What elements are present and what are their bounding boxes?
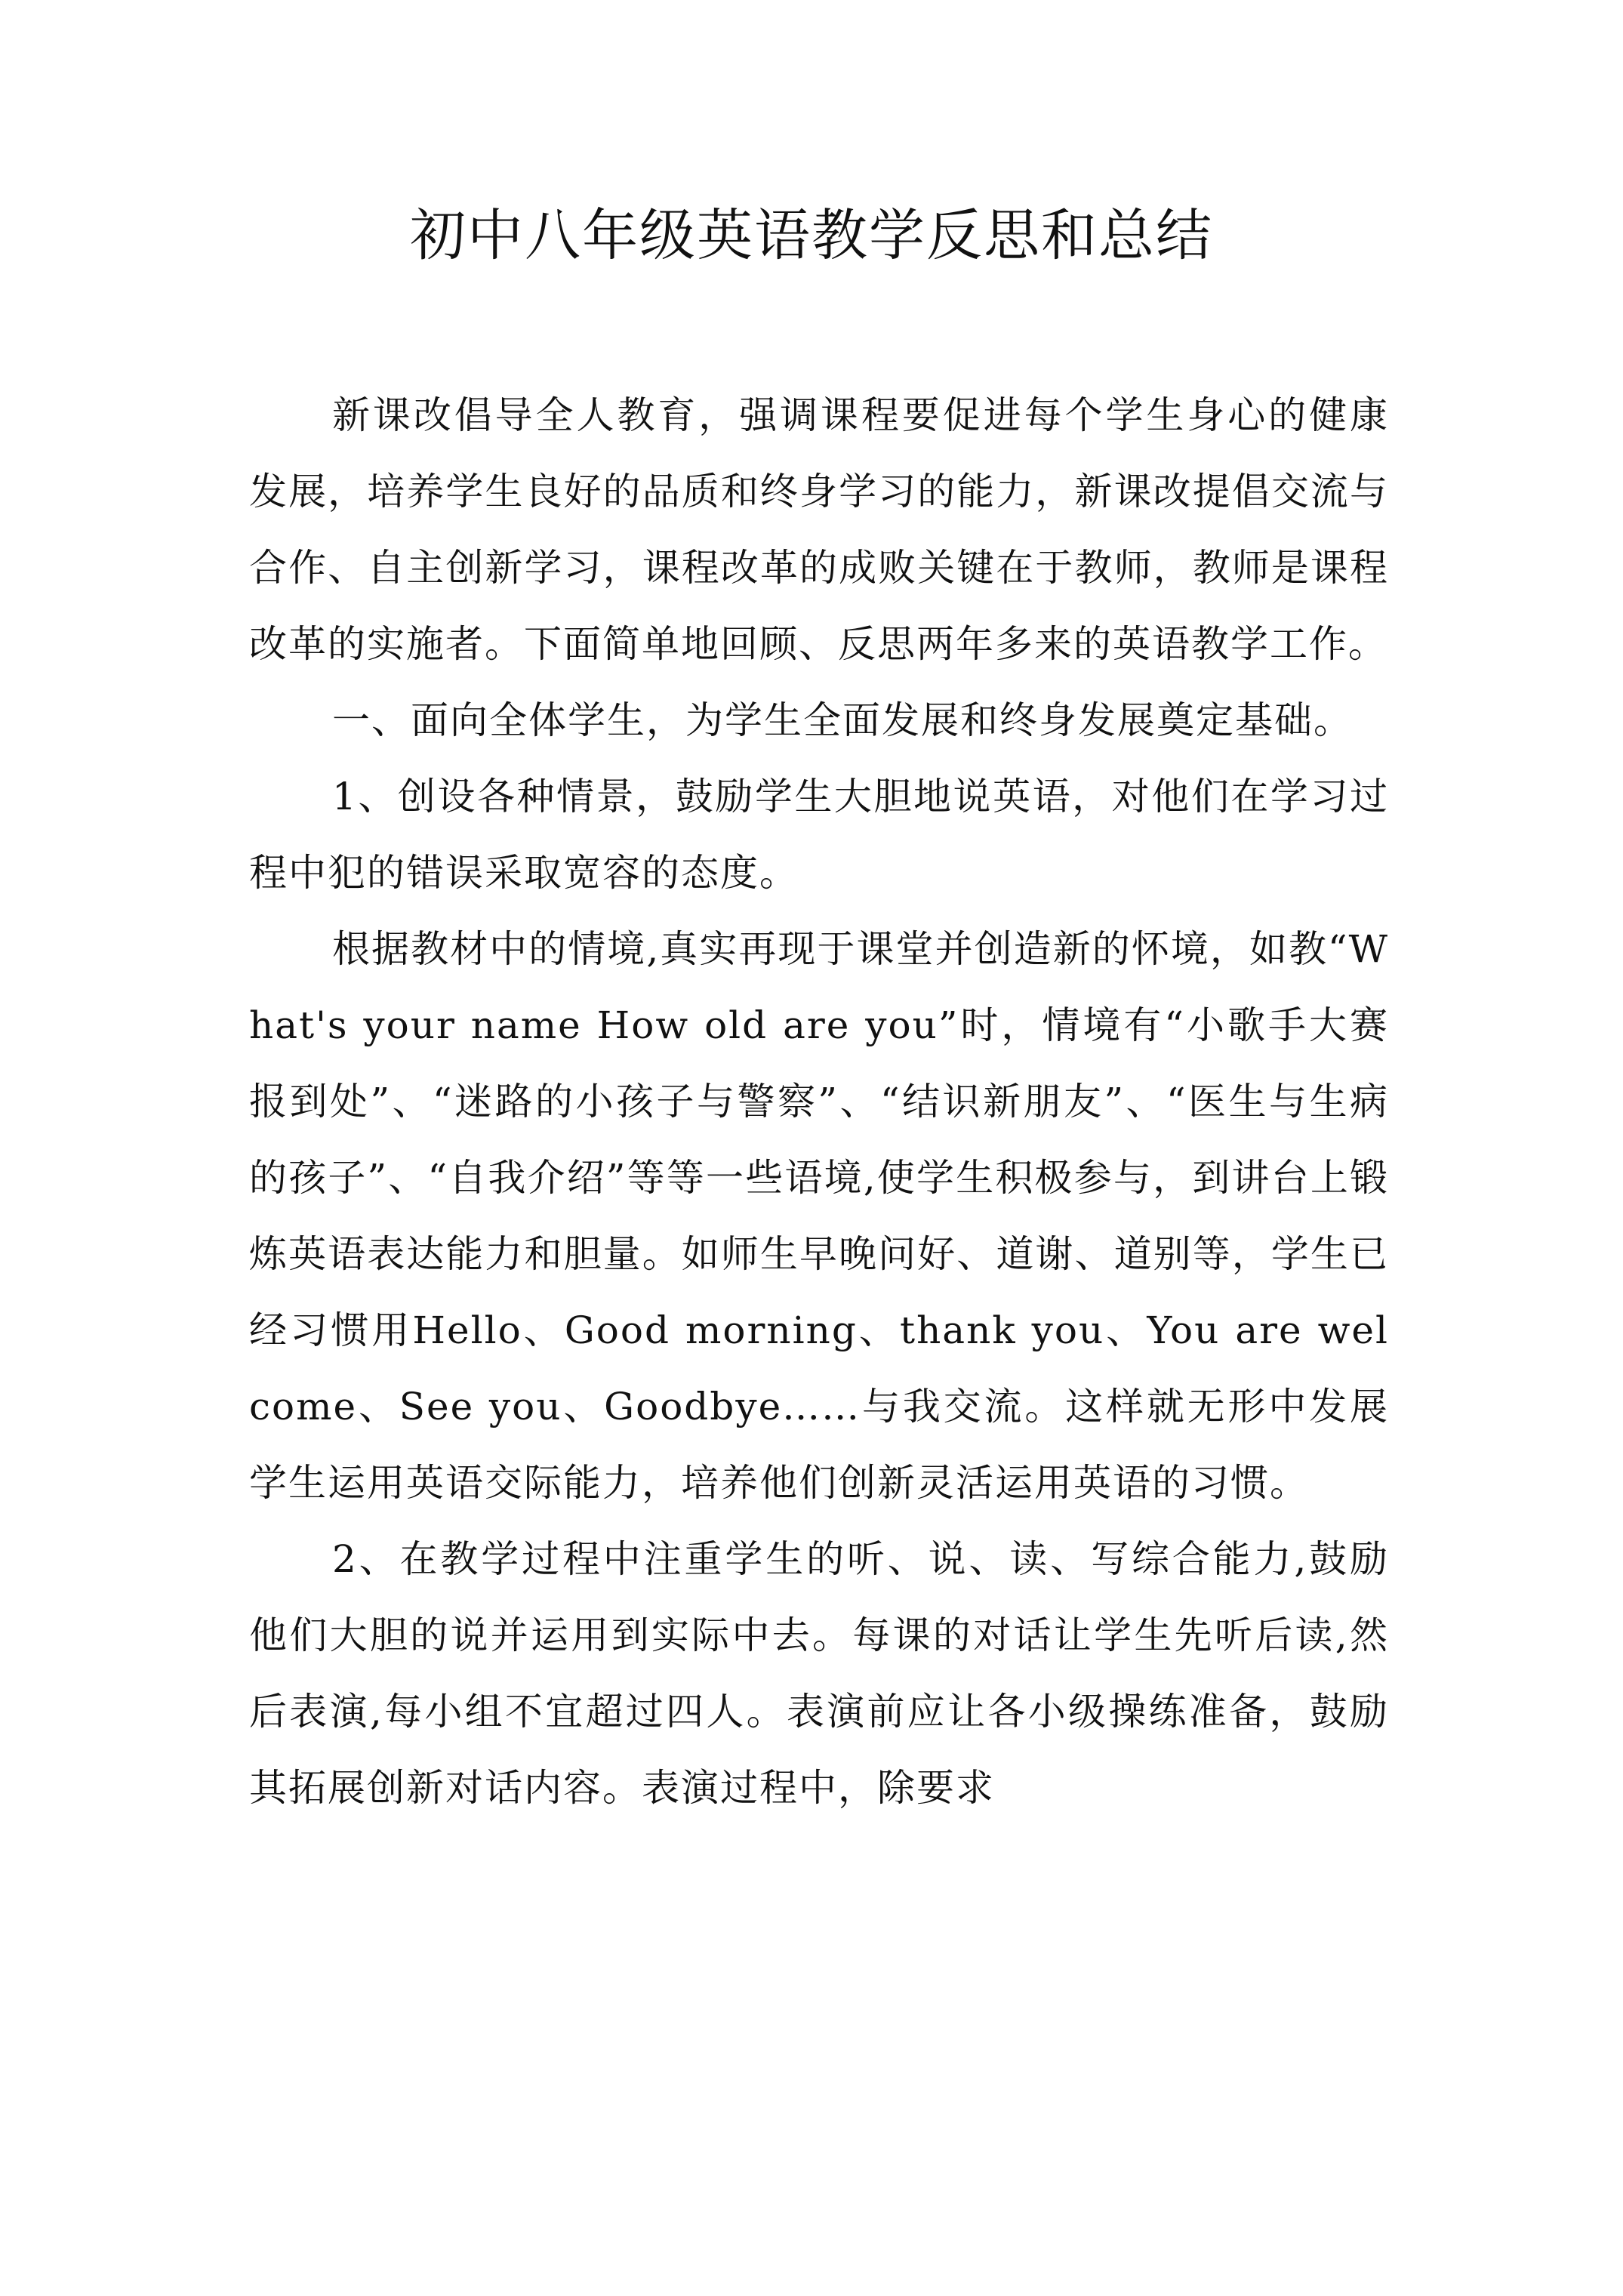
document-title: 初中八年级英语教学反思和总结 [410, 203, 1213, 268]
paragraph-point-two: 2、在教学过程中注重学生的听、说、读、写综合能力,鼓励他们大胆的说并运用到实际中去。每课的对话让学生先听后读,然后表演,每小组不宜超过四人。表演前应让各小级操练准备，鼓励其拓展创新对话内容。表演过程中，除要求 [249, 1537, 1389, 1810]
paragraph-situations: 根据教材中的情境,真实再现于课堂并创造新的怀境，如教“What's your name How old are you”时，情境有“小歌手大赛报到处”、“迷路的小孩子与警察”、“结识新朋友”、“医生与生病的孩子”、“自我介绍”等等一些语境,使学生积极参与，到讲台上锻炼英语表达能力和胆量。如师生早晚问好、道谢、道别等，学生已经习惯用Hello、Good morning、thank you、You are welcome、See you、Goodbye……与我交流。这样就无形中发展学生运用英语交际能力，培养他们创新灵活运用英语的习惯。 [249, 927, 1389, 1505]
document-body [249, 378, 1389, 1826]
paragraph-point-one: 1、创设各种情景，鼓励学生大胆地说英语，对他们在学习过程中犯的错误采取宽容的态度。 [249, 775, 1389, 895]
paragraph-section-one-heading: 一、面向全体学生，为学生全面发展和终身发展奠定基础。 [332, 698, 1353, 742]
paragraph-intro: 新课改倡导全人教育，强调课程要促进每个学生身心的健康发展，培养学生良好的品质和终身学习的能力，新课改提倡交流与合作、自主创新学习，课程改革的成败关键在于教师，教师是课程改革的实施者。下面简单地回顾、反思两年多来的英语教学工作。 [249, 393, 1389, 666]
